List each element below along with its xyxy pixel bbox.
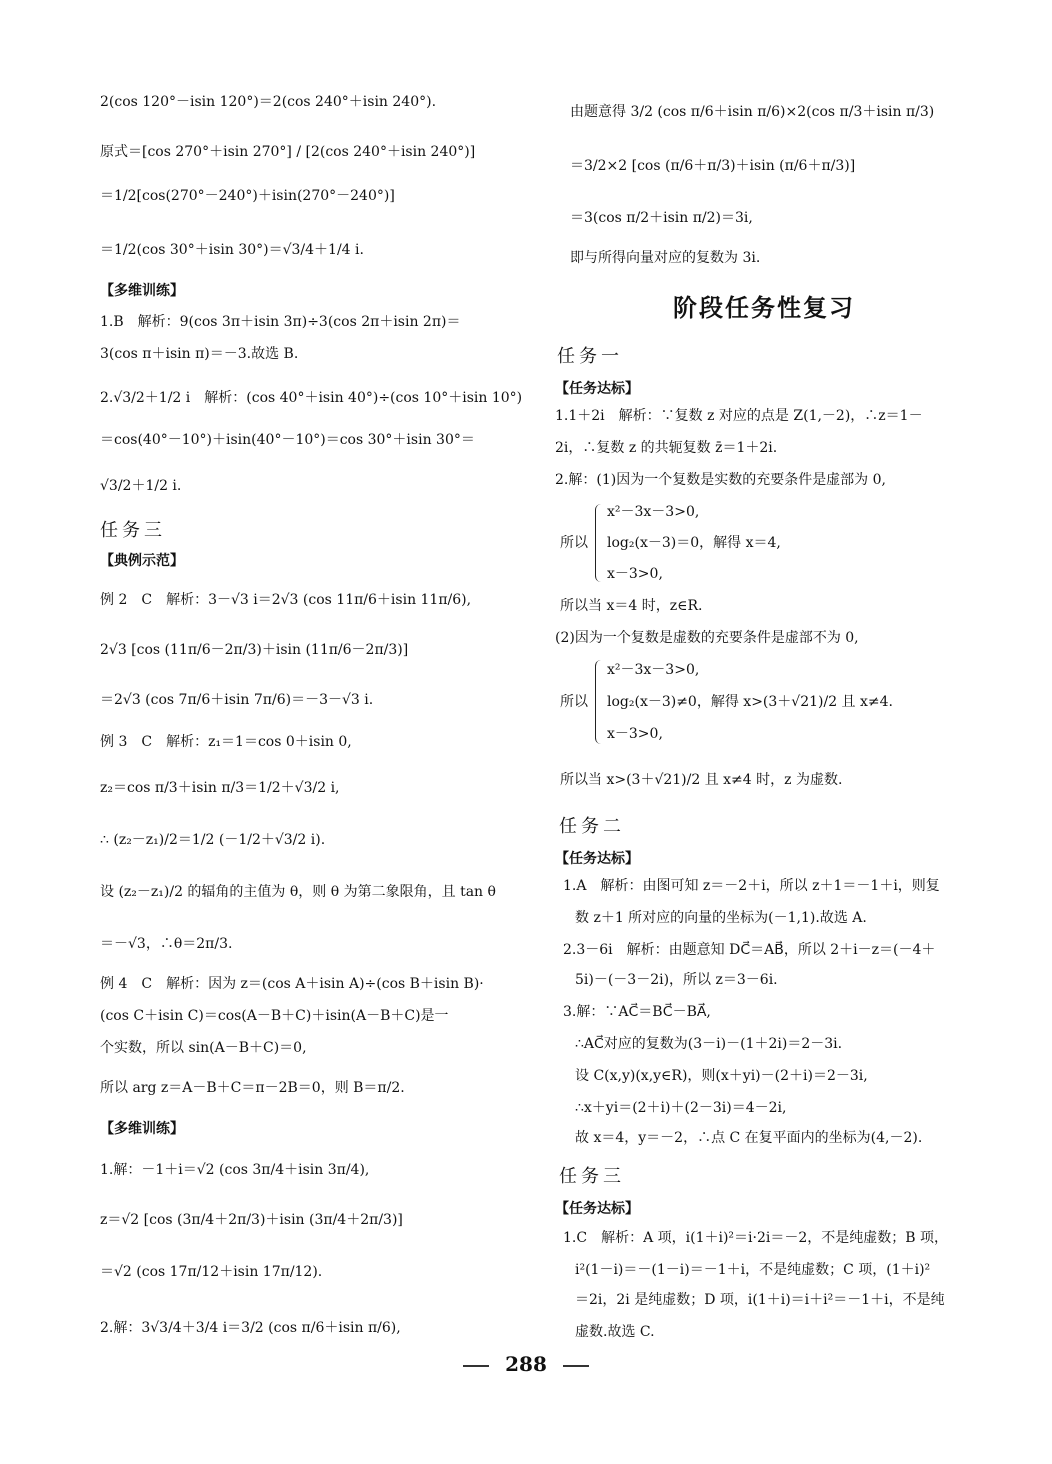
text-line: √3/2＋1/2 i. [100, 478, 182, 494]
section-tag: 【多维训练】 [100, 283, 184, 299]
text-line: 5i)－(－3－2i)，所以 z＝3－6i. [575, 972, 778, 988]
text-line: 虚数.故选 C. [575, 1324, 655, 1340]
text-line: log₂(x－3)＝0，解得 x＝4, [607, 535, 781, 551]
text-line: (cos C＋isin C)＝cos(A－B＋C)＋isin(A－B＋C)是一 [100, 1008, 449, 1024]
text-line: 即与所得向量对应的复数为 3i. [570, 250, 761, 266]
text-line: x－3>0, [607, 726, 663, 742]
text-line: ＝cos(40°－10°)＋isin(40°－10°)＝cos 30°＋isin 30°＝ [100, 432, 475, 448]
text-line: ＝√2 (cos 17π/12＋isin 17π/12). [100, 1264, 323, 1280]
text-line: 3(cos π＋isin π)＝－3.故选 B. [100, 346, 299, 362]
text-line: 1.1＋2i 解析：∵复数 z 对应的点是 Z(1,－2)，∴z＝1－ [555, 408, 923, 424]
text-line: ＝2i，2i 是纯虚数；D 项，i(1＋i)＝i＋i²＝－1＋i，不是纯 [575, 1292, 945, 1308]
text-line: 所以当 x＝4 时，z∈R. [560, 598, 703, 614]
text-line: 2i，∴复数 z 的共轭复数 z̄＝1＋2i. [555, 440, 778, 456]
section-tag: 【典例示范】 [100, 553, 184, 569]
text-line: 1.解：－1＋i＝√2 (cos 3π/4＋isin 3π/4), [100, 1162, 370, 1178]
text-line: ＝1/2(cos 30°＋isin 30°)＝√3/4＋1/4 i. [100, 242, 364, 258]
text-line: 2.√3/2＋1/2 i 解析：(cos 40°＋isin 40°)÷(cos 10°＋isin 10°) [100, 390, 523, 406]
task-heading: 任务二 [559, 816, 625, 837]
text-line: ∴ (z₂－z₁)/2＝1/2 (－1/2＋√3/2 i). [100, 832, 326, 848]
text-line: 2√3 [cos (11π/6－2π/3)＋isin (11π/6－2π/3)] [100, 642, 409, 658]
page-footer [0, 1352, 1052, 1376]
text-line: z＝√2 [cos (3π/4＋2π/3)＋isin (3π/4＋2π/3)] [100, 1212, 403, 1228]
text-line: ＝3(cos π/2＋isin π/2)＝3i, [570, 210, 753, 226]
section-tag: 【任务达标】 [555, 381, 639, 397]
text-line: 1.A 解析：由图可知 z＝－2＋i，所以 z＋1＝－1＋i，则复 [563, 878, 940, 894]
brace [595, 660, 604, 744]
task-heading: 任务三 [100, 520, 166, 541]
page-number: 288 [505, 1352, 547, 1376]
text-line: i²(1－i)＝－(1－i)＝－1＋i，不是纯虚数；C 项，(1＋i)² [575, 1262, 931, 1278]
text-line: 2.解：3√3/4＋3/4 i＝3/2 (cos π/6＋isin π/6), [100, 1320, 401, 1336]
text-line: 例 3 C 解析：z₁＝1＝cos 0＋isin 0, [100, 734, 352, 750]
text-line: ＝2√3 (cos 7π/6＋isin 7π/6)＝－3－√3 i. [100, 692, 374, 708]
text-line: x²－3x－3>0, [607, 504, 700, 520]
text-line: 所以 arg z＝A－B＋C＝π－2B＝0，则 B＝π/2. [100, 1080, 405, 1096]
text-line: 所以 [560, 694, 588, 710]
text-line: 1.C 解析：A 项，i(1＋i)²＝i·2i＝－2，不是纯虚数；B 项， [563, 1230, 948, 1246]
text-line: 设 C(x,y)(x,y∈R)，则(x＋yi)－(2＋i)＝2－3i, [575, 1068, 868, 1084]
text-line: 所以 [560, 535, 588, 551]
text-line: 所以当 x>(3＋√21)/2 且 x≠4 时，z 为虚数. [560, 772, 843, 788]
text-line: 2(cos 120°－isin 120°)＝2(cos 240°＋isin 240°). [100, 94, 437, 110]
text-line: 设 (z₂－z₁)/2 的辐角的主值为 θ，则 θ 为第二象限角，且 tan θ [100, 884, 496, 900]
text-line: x²－3x－3>0, [607, 662, 700, 678]
text-line: ＝1/2[cos(270°－240°)＋isin(270°－240°)] [100, 188, 395, 204]
text-line: 例 4 C 解析：因为 z＝(cos A＋isin A)÷(cos B＋isin B)· [100, 976, 484, 992]
section-tag: 【多维训练】 [100, 1121, 184, 1137]
text-line: 1.B 解析：9(cos 3π＋isin 3π)÷3(cos 2π＋isin 2π)＝ [100, 314, 461, 330]
footer-dash [463, 1365, 489, 1367]
text-line: 由题意得 3/2 (cos π/6＋isin π/6)×2(cos π/3＋isin π/3) [570, 104, 935, 120]
text-line: (2)因为一个复数是虚数的充要条件是虚部不为 0, [555, 630, 859, 646]
text-line: ∴x＋yi＝(2＋i)＋(2－3i)＝4－2i, [575, 1100, 787, 1116]
text-line: 数 z＋1 所对应的向量的坐标为(－1,1).故选 A. [575, 910, 867, 926]
text-line: 3.解：∵AC⃗＝BC⃗－BA⃗, [563, 1004, 711, 1020]
text-line: x－3>0, [607, 566, 663, 582]
stage-review-title: 阶段任务性复习 [673, 294, 855, 322]
text-line: 故 x＝4，y＝－2，∴点 C 在复平面内的坐标为(4,－2). [575, 1130, 923, 1146]
brace [595, 504, 604, 582]
text-line: ∴AC⃗对应的复数为(3－i)－(1＋2i)＝2－3i. [575, 1036, 843, 1052]
task-heading: 任务三 [559, 1166, 625, 1187]
text-line: ＝－√3，∴θ＝2π/3. [100, 936, 233, 952]
section-tag: 【任务达标】 [555, 851, 639, 867]
section-tag: 【任务达标】 [555, 1201, 639, 1217]
text-line: 2.解：(1)因为一个复数是实数的充要条件是虚部为 0, [555, 472, 886, 488]
text-line: 个实数，所以 sin(A－B＋C)＝0, [100, 1040, 307, 1056]
text-line: 例 2 C 解析：3－√3 i＝2√3 (cos 11π/6＋isin 11π/6), [100, 592, 472, 608]
text-line: 原式＝[cos 270°＋isin 270°] / [2(cos 240°＋isin 240°)] [100, 144, 476, 160]
text-line: ＝3/2×2 [cos (π/6＋π/3)＋isin (π/6＋π/3)] [570, 158, 856, 174]
task-heading: 任务一 [557, 346, 623, 367]
footer-dash [563, 1365, 589, 1367]
text-line: log₂(x－3)≠0，解得 x>(3＋√21)/2 且 x≠4. [607, 694, 893, 710]
text-line: 2.3－6i 解析：由题意知 DC⃗＝AB⃗，所以 2＋i－z＝(－4＋ [563, 942, 936, 958]
text-line: z₂＝cos π/3＋isin π/3＝1/2＋√3/2 i, [100, 780, 340, 796]
